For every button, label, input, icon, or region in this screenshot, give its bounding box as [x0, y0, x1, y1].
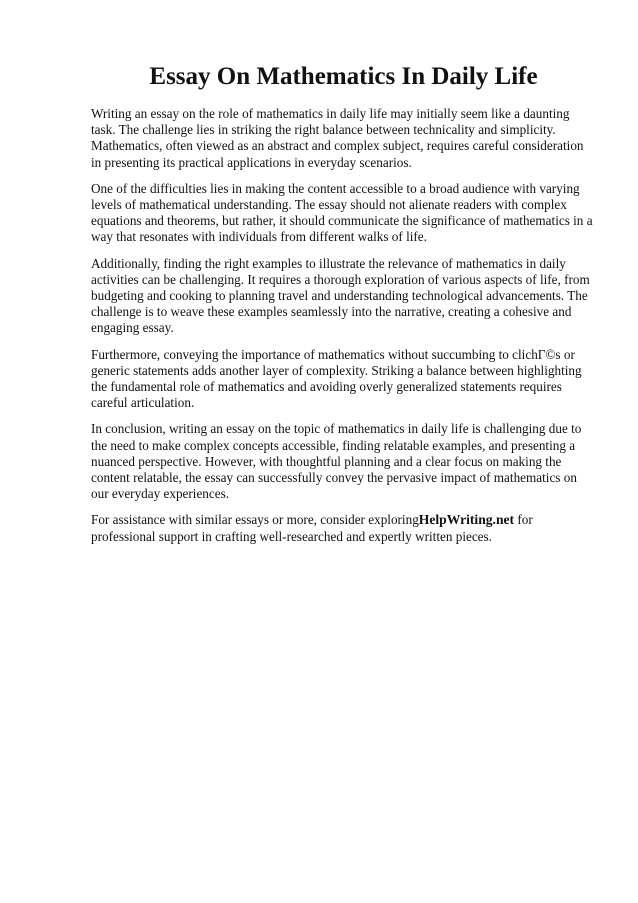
paragraph-intro: Writing an essay on the role of mathematics in daily life may initially seem like a daunting task. The challenge lies in striking the right balance between technicality and simplicity. Mathematics, often viewed as an abstract and complex subject, requires careful consideration in presenting its practical applications in everyday scenarios.: [91, 106, 584, 170]
paragraph-examples: Additionally, finding the right examples to illustrate the relevance of mathematics in daily activities can be challenging. It requires a thorough exploration of various aspects of life, from budgeting and cooking to planning travel and understanding technological advancements. The challenge is to weave these examples seamlessly into the narrative, creating a cohesive and engaging essay.: [91, 255, 590, 336]
closing-text-before: For assistance with similar essays or more, consider exploring: [91, 512, 419, 528]
paragraph-closing: [91, 512, 594, 544]
helpwriting-link[interactable]: HelpWriting.net: [418, 512, 515, 528]
document-title: Essay On Mathematics In Daily Life: [149, 63, 538, 90]
paragraph-cliches: Furthermore, conveying the importance of mathematics without succumbing to clichГ©s or generic statements adds another layer of complexity. Striking a balance between highlighting the fundamental role of mathematics and avoiding overly generalized statements requires careful articulation.: [91, 346, 582, 411]
paragraph-accessibility: One of the difficulties lies in making the content accessible to a broad audience with varying levels of mathematical understanding. The essay should not alienate readers with complex equations and theorems, but rather, it should communicate the significance of mathematics in a way that resonates with individuals from different walks of life.: [91, 180, 593, 245]
closing-text-after: for professional support in crafting well-researched and expertly written pieces.: [91, 512, 533, 544]
paragraph-conclusion: In conclusion, writing an essay on the topic of mathematics in daily life is challenging due to the need to make complex concepts accessible, finding relatable examples, and presenting a nuanced perspective. However, with thoughtful planning and a clear focus on making the content relatable, the essay can successfully convey the pervasive impact of mathematics on our everyday experiences.: [91, 421, 582, 502]
